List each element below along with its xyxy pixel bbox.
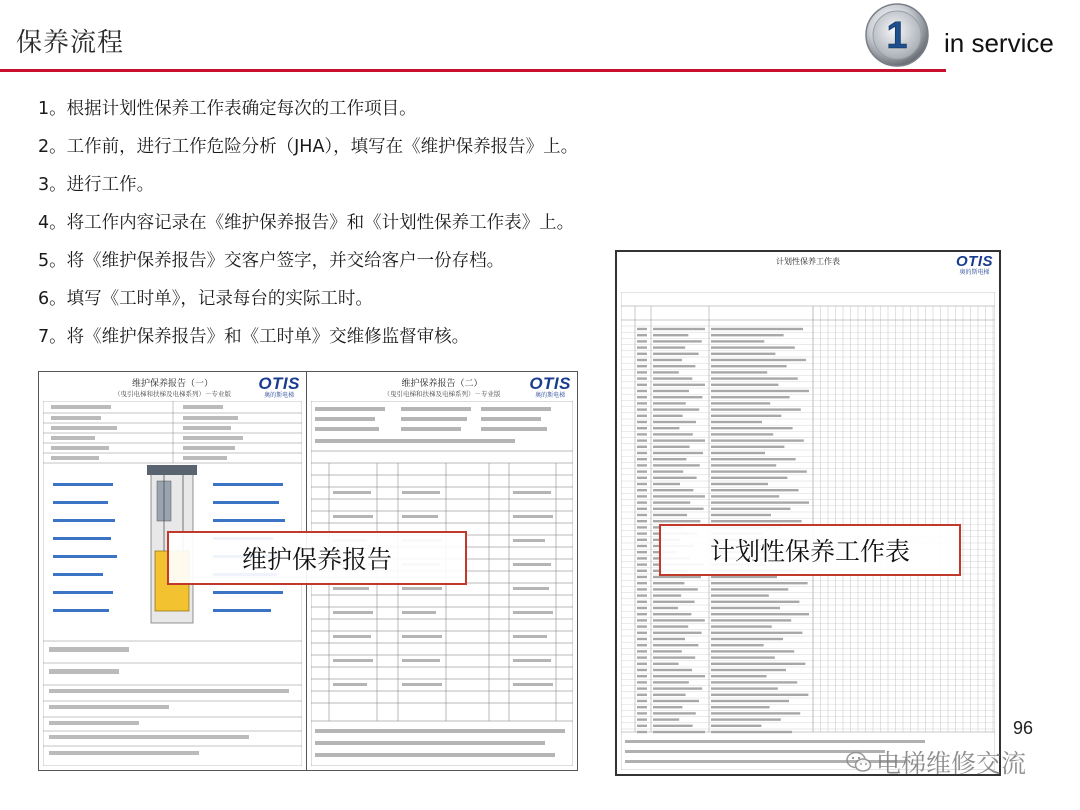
watermark-text: 电梯维修交流 bbox=[876, 749, 1027, 778]
step-item: 7。将《维护保养报告》和《工时单》交维修监督审核。 bbox=[38, 327, 470, 347]
in-service-label: in service bbox=[944, 28, 1054, 58]
wechat-watermark bbox=[846, 744, 1026, 780]
header-divider bbox=[0, 69, 946, 72]
form-title: 维护保养报告（一） bbox=[131, 379, 213, 389]
step-item: 6。填写《工时单》，记录每台的实际工时。 bbox=[38, 289, 373, 309]
maintenance-report-callout: 维护保养报告 bbox=[167, 531, 467, 585]
badge-number: 1 bbox=[886, 15, 908, 57]
step-item: 3。进行工作。 bbox=[38, 175, 155, 195]
page-number: 96 bbox=[1013, 718, 1034, 738]
schedule-worksheet-form bbox=[615, 250, 1001, 776]
step-item: 2。工作前，进行工作危险分析（JHA），填写在《维护保养报告》上。 bbox=[38, 137, 579, 157]
step-item: 4。将工作内容记录在《维护保养报告》和《计划性保养工作表》上。 bbox=[38, 213, 575, 233]
otis-logo: OTIS 奥的斯电梯 bbox=[529, 374, 571, 399]
form-title: 计划性保养工作表 bbox=[776, 257, 840, 266]
schedule-worksheet-callout: 计划性保养工作表 bbox=[659, 524, 961, 576]
form-subtitle: （曳引电梯和扶梯及电梯系列）－专业版 bbox=[114, 390, 231, 398]
step-item: 1。根据计划性保养工作表确定每次的工作项目。 bbox=[38, 99, 417, 119]
wechat-icon bbox=[846, 749, 872, 775]
form-title: 维护保养报告（二） bbox=[401, 379, 483, 389]
form-subtitle: （曳引电梯和扶梯及电梯系列）－专业版 bbox=[383, 390, 501, 398]
otis-logo: OTIS 奥的斯电梯 bbox=[955, 253, 993, 276]
number-one-badge bbox=[862, 2, 932, 68]
step-item: 5。将《维护保养报告》交客户签字，并交给客户一份存档。 bbox=[38, 251, 505, 271]
process-steps bbox=[38, 96, 578, 362]
page-title: 保养流程 bbox=[16, 28, 125, 58]
otis-logo: OTIS 奥的斯电梯 bbox=[258, 374, 300, 399]
